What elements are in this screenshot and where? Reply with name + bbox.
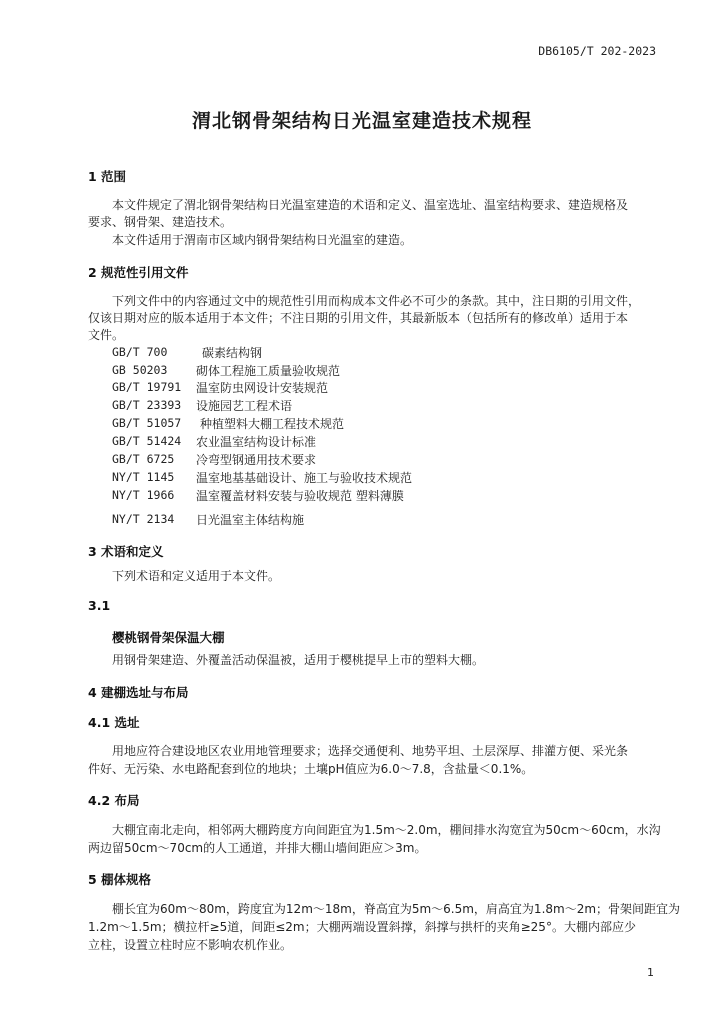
reference-code: GB/T 19791	[112, 380, 182, 394]
reference-code: NY/T 2134	[112, 512, 175, 526]
section-4-1-line-1: 用地应符合建设地区农业用地管理要求；选择交通便利、地势平坦、土层深厚、排灌方便、采光条	[112, 744, 629, 758]
document-number: DB6105/T 202-2023	[538, 44, 656, 58]
reference-code: GB/T 6725	[112, 452, 175, 466]
section-4-2-line-1: 大棚宜南北走向，相邻两大棚跨度方向间距宜为1.5m～2.0m，棚间排水沟宽宜为50cm～60cm，水沟	[112, 823, 661, 837]
section-3-heading: 3 术语和定义	[88, 544, 164, 559]
reference-code: GB/T 700	[112, 345, 168, 359]
reference-code: GB/T 23393	[112, 398, 182, 412]
section-2-heading: 2 规范性引用文件	[88, 265, 189, 280]
section-4-heading: 4 建棚选址与布局	[88, 685, 189, 700]
section-2-paragraph-line-3: 文件。	[88, 328, 125, 342]
section-4-2-line-2: 两边留50cm～70cm的人工通道，并排大棚山墙间距应＞3m。	[88, 841, 427, 855]
reference-code: NY/T 1966	[112, 488, 175, 502]
reference-title: 冷弯型钢通用技术要求	[196, 453, 317, 467]
section-5-line-3: 立柱，设置立柱时应不影响农机作业。	[88, 938, 293, 952]
reference-code: NY/T 1145	[112, 470, 175, 484]
reference-title: 碳素结构钢	[202, 346, 263, 360]
reference-title: 温室地基基础设计、施工与验收技术规范	[196, 471, 413, 485]
section-5-line-1: 棚长宜为60m～80m，跨度宜为12m～18m，脊高宜为5m～6.5m，肩高宜为1.8m～2m；骨架间距宜为	[112, 902, 681, 916]
section-1-paragraph-1-line-1: 本文件规定了渭北钢骨架结构日光温室建造的术语和定义、温室选址、温室结构要求、建造规格及	[112, 198, 629, 212]
section-4-2-heading: 4.2 布局	[88, 793, 140, 808]
reference-code: GB/T 51057	[112, 416, 182, 430]
section-4-1-heading: 4.1 选址	[88, 715, 140, 730]
page-number: 1	[647, 966, 654, 979]
reference-title: 温室覆盖材料安装与验收规范 塑料薄膜	[196, 489, 404, 503]
page-title: 渭北钢骨架结构日光温室建造技术规程	[191, 110, 532, 132]
reference-title: 日光温室主体结构施	[196, 513, 305, 527]
term-definition: 用钢骨架建造、外覆盖活动保温被，适用于樱桃提早上市的塑料大棚。	[112, 653, 485, 667]
reference-title: 砌体工程施工质量验收规范	[196, 364, 341, 378]
term-name: 樱桃钢骨架保温大棚	[112, 630, 225, 645]
section-3-paragraph: 下列术语和定义适用于本文件。	[112, 569, 281, 583]
reference-code: GB 50203	[112, 363, 168, 377]
section-1-heading: 1 范围	[88, 169, 127, 184]
reference-title: 种植塑料大棚工程技术规范	[200, 417, 345, 431]
reference-code: GB/T 51424	[112, 434, 182, 448]
section-1-paragraph-1-line-2: 要求、钢骨架、建造技术。	[88, 215, 233, 229]
section-2-paragraph-line-1: 下列文件中的内容通过文中的规范性引用而构成本文件必不可少的条款。其中，注日期的引用文件，	[112, 294, 641, 308]
section-5-heading: 5 棚体规格	[88, 872, 152, 887]
reference-title: 设施园艺工程术语	[196, 399, 293, 413]
section-3-1-number: 3.1	[88, 598, 111, 613]
section-5-line-2: 1.2m～1.5m；横拉杆≥5道，间距≤2m；大棚两端设置斜撑，斜撑与拱杆的夹角≥25°。大棚内部应少	[88, 920, 636, 934]
reference-title: 农业温室结构设计标准	[196, 435, 317, 449]
section-2-paragraph-line-2: 仅该日期对应的版本适用于本文件；不注日期的引用文件，其最新版本（包括所有的修改单）适用于本	[88, 311, 629, 325]
section-4-1-line-2: 件好、无污染、水电路配套到位的地块；土壤pH值应为6.0～7.8，含盐量＜0.1%。	[88, 762, 534, 776]
reference-title: 温室防虫网设计安装规范	[196, 381, 329, 395]
section-1-paragraph-2: 本文件适用于渭南市区域内钢骨架结构日光温室的建造。	[112, 233, 413, 247]
